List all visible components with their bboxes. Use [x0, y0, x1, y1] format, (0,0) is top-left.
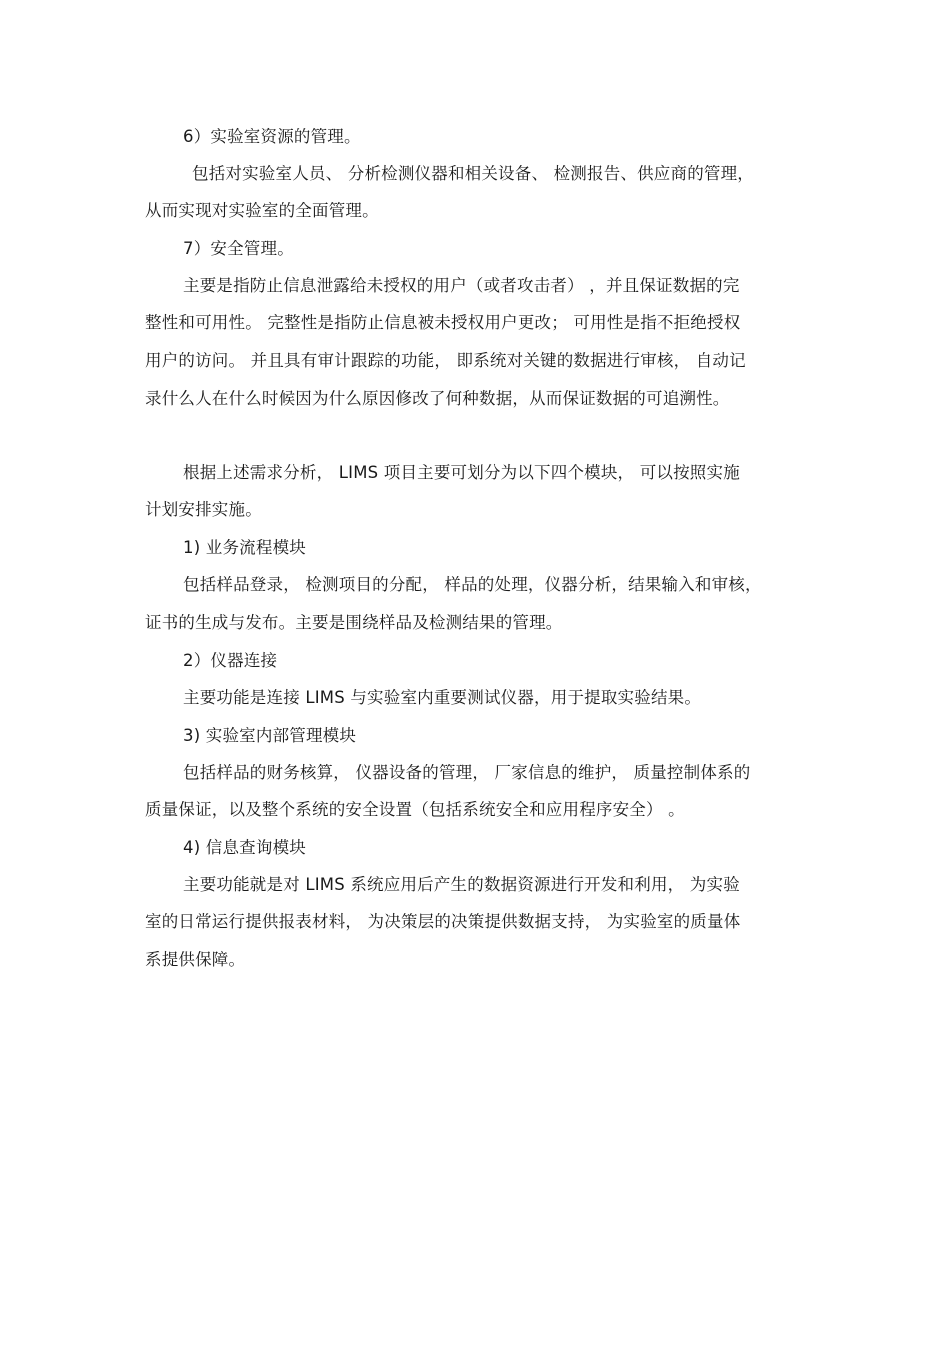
paragraph-line: 主要是指防止信息泄露给未授权的用户（或者攻击者） ，并且保证数据的完 — [183, 276, 740, 295]
paragraph-line: 包括样品登录， 检测项目的分配， 样品的处理，仪器分析，结果输入和审核， — [183, 575, 762, 594]
heading-security: 7）安全管理。 — [183, 239, 294, 258]
heading-information-query: 4) 信息查询模块 — [183, 838, 306, 857]
paragraph-line: 室的日常运行提供报表材料， 为决策层的决策提供数据支持， 为实验室的质量体 — [145, 912, 741, 931]
paragraph-line: 包括对实验室人员、 分析检测仪器和相关设备、 检测报告、供应商的管理， — [192, 164, 754, 183]
paragraph-line: 主要功能就是对 LIMS 系统应用后产生的数据资源进行开发和利用， 为实验 — [183, 875, 740, 894]
paragraph-line: 根据上述需求分析， LIMS 项目主要可划分为以下四个模块， 可以按照实施 — [183, 463, 740, 482]
paragraph-line: 质量保证，以及整个系统的安全设置（包括系统安全和应用程序安全） 。 — [145, 800, 685, 819]
heading-lab-resources: 6）实验室资源的管理。 — [183, 127, 361, 146]
paragraph-line: 系提供保障。 — [145, 950, 246, 969]
heading-internal-management: 3) 实验室内部管理模块 — [183, 726, 357, 745]
paragraph-line: 用户的访问。 并且具有审计跟踪的功能， 即系统对关键的数据进行审核， 自动记 — [145, 351, 746, 370]
paragraph-line: 录什么人在什么时候因为什么原因修改了何种数据，从而保证数据的可追溯性。 — [145, 389, 730, 408]
heading-instrument-connection: 2）仪器连接 — [183, 651, 278, 670]
paragraph-line: 证书的生成与发布。主要是围绕样品及检测结果的管理。 — [145, 613, 563, 632]
paragraph-line: 计划安排实施。 — [145, 500, 262, 519]
paragraph-line: 包括样品的财务核算， 仪器设备的管理， 厂家信息的维护， 质量控制体系的 — [183, 763, 751, 782]
heading-business-process: 1) 业务流程模块 — [183, 538, 306, 557]
paragraph-line: 从而实现对实验室的全面管理。 — [145, 201, 379, 220]
paragraph-line: 整性和可用性。 完整性是指防止信息被未授权用户更改； 可用性是指不拒绝授权 — [145, 313, 741, 332]
paragraph-line: 主要功能是连接 LIMS 与实验室内重要测试仪器，用于提取实验结果。 — [183, 688, 702, 707]
